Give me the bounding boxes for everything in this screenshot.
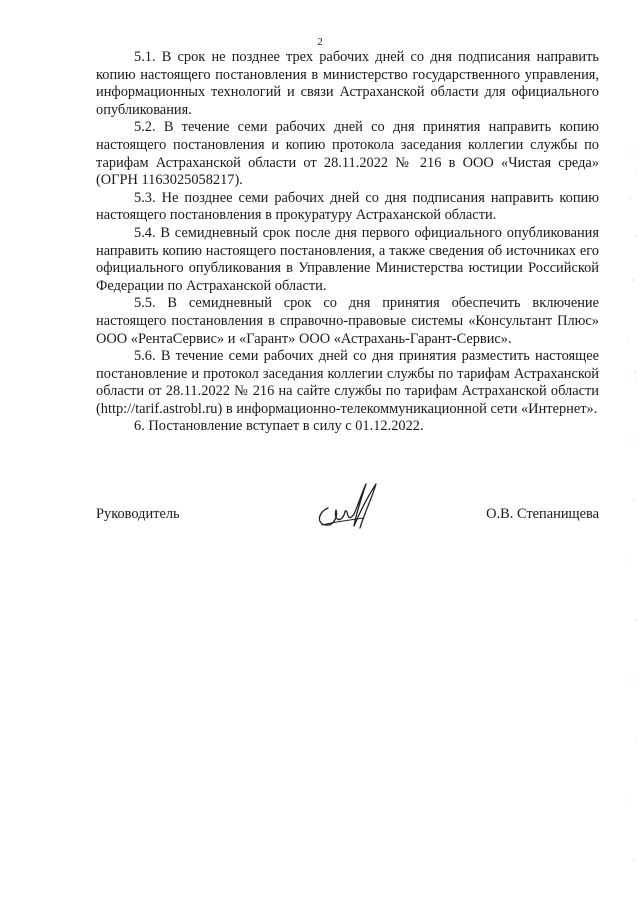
paragraph-5-1: 5.1. В срок не позднее трех рабочих дней со дня подписания направить копию настоящего постановления в министерство государственного управления, информационных технологий и связи Астраханской области для официального опубликования. — [96, 49, 599, 118]
page-number: 2 — [317, 36, 323, 48]
scan-artifacts — [626, 140, 640, 900]
paragraph-6: 6. Постановление вступает в силу с 01.12.2022. — [134, 418, 424, 435]
paragraph-5-3: 5.3. Не позднее семи рабочих дней со дня подписания направить копию настоящего постановления в прокуратуру Астраханской области. — [96, 189, 599, 224]
paragraph-5-4: 5.4. В семидневный срок после дня первого официального опубликования направить копию настоящего постановления, а также сведения об источниках его официального опубликования в Управление Министерства юстиции Российской Федерации по Астраханской области. — [96, 224, 599, 294]
signatory-title: Руководитель — [96, 506, 180, 522]
signatory-name: О.В. Степанищева — [486, 506, 599, 522]
document-body — [96, 49, 599, 436]
paragraph-5-6: 5.6. В течение семи рабочих дней со дня принятия разместить настоящее постановление и протокол заседания коллегии службы по тарифам Астраханской области от 28.11.2022 № 216 на сайте службы по тарифам Астраханской области (http://tarif.astrobl.ru) в информационно-телекоммуникационной сети «Интернет». — [96, 348, 599, 417]
paragraph-5-2: 5.2. В течение семи рабочих дней со дня принятия направить копию настоящего постановления и копию протокола заседания коллегии службы по тарифам Астраханской области от 28.11.2022 № 216 в ООО «Чистая среда» (ОГРН 1163025058217). — [96, 119, 599, 189]
paragraph-5-5: 5.5. В семидневный срок со дня принятия обеспечить включение настоящего постановления в справочно-правовые системы «Консультант Плюс» ООО «РентаСервис» и «Гарант» ООО «Астрахань-Гарант-Сервис». — [96, 295, 599, 347]
handwritten-signature — [314, 478, 384, 538]
signature-block — [96, 478, 599, 538]
